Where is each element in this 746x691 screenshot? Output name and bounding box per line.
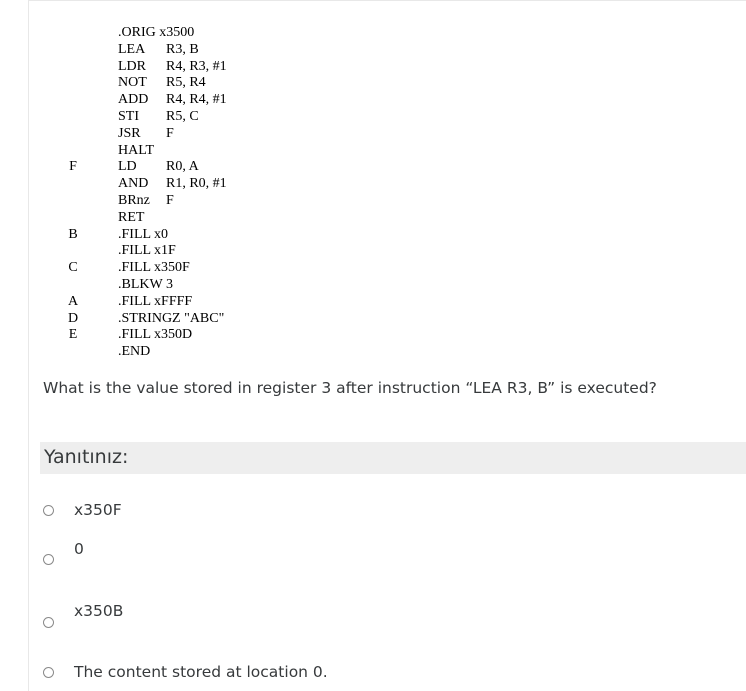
code-operands: R5, R4 — [166, 75, 206, 91]
code-operands: R4, R4, #1 — [166, 92, 227, 108]
code-label: D — [68, 310, 79, 326]
code-line — [0, 226, 300, 243]
option-2-radio[interactable] — [43, 554, 54, 565]
code-line — [0, 41, 300, 58]
code-line — [0, 24, 300, 41]
code-label: E — [68, 327, 78, 343]
code-opcode: ADD — [118, 92, 149, 108]
code-operands: R5, C — [166, 109, 199, 124]
code-line — [0, 326, 300, 343]
code-line — [0, 108, 300, 125]
code-label: C — [68, 260, 78, 276]
code-opcode: .END — [118, 344, 151, 360]
code-operands: F — [166, 125, 174, 141]
code-opcode: RET — [118, 209, 145, 225]
code-opcode: .FILL xFFFF — [118, 293, 193, 309]
option-4-label[interactable]: The content stored at location 0. — [74, 663, 328, 681]
code-label: F — [69, 159, 77, 175]
code-opcode: .BLKW 3 — [118, 277, 173, 292]
option-1-radio[interactable] — [43, 505, 54, 516]
code-line — [0, 242, 300, 259]
code-opcode: .FILL x1F — [118, 243, 176, 259]
code-operands: R0, A — [166, 159, 199, 175]
code-opcode: JSR — [118, 125, 141, 141]
code-opcode: LEA — [118, 41, 146, 57]
code-operands: R3, B — [166, 41, 199, 57]
code-line — [0, 293, 300, 310]
option-3-radio[interactable] — [43, 617, 54, 628]
code-line — [0, 175, 300, 192]
code-line — [0, 343, 300, 360]
code-opcode: HALT — [118, 142, 155, 158]
code-line — [0, 125, 300, 142]
code-line — [0, 91, 300, 108]
code-line — [0, 209, 300, 226]
code-operands: F — [166, 193, 174, 208]
code-line — [0, 259, 300, 276]
code-opcode: .ORIG x3500 — [118, 25, 195, 40]
code-line — [0, 142, 300, 159]
code-opcode: STI — [118, 109, 139, 124]
code-opcode: .FILL x0 — [118, 226, 169, 242]
option-2-label[interactable]: 0 — [74, 540, 84, 558]
option-4-radio[interactable] — [43, 667, 54, 678]
code-opcode: LD — [118, 159, 137, 175]
code-operands: R1, R0, #1 — [166, 176, 227, 192]
code-opcode: .FILL x350D — [118, 327, 193, 343]
code-line — [0, 192, 300, 209]
code-opcode: NOT — [118, 75, 147, 91]
code-opcode: .FILL x350F — [118, 260, 190, 276]
option-1-label[interactable]: x350F — [74, 501, 122, 519]
question-text: What is the value stored in register 3 after instruction “LEA R3, B” is executed? — [43, 379, 657, 397]
code-line — [0, 310, 300, 327]
code-label: B — [68, 226, 78, 242]
code-opcode: AND — [118, 176, 149, 192]
code-opcode: .STRINGZ "ABC" — [118, 310, 225, 326]
code-line — [0, 58, 300, 75]
code-label: A — [68, 293, 79, 309]
code-opcode: LDR — [118, 58, 146, 74]
option-3-label[interactable]: x350B — [74, 602, 124, 620]
answer-header — [40, 442, 746, 474]
code-operands: R4, R3, #1 — [166, 58, 227, 74]
answer-header-label: Yanıtınız: — [44, 446, 129, 468]
code-line — [0, 158, 300, 175]
code-line — [0, 74, 300, 91]
code-line — [0, 276, 300, 293]
code-opcode: BRnz — [118, 193, 150, 208]
